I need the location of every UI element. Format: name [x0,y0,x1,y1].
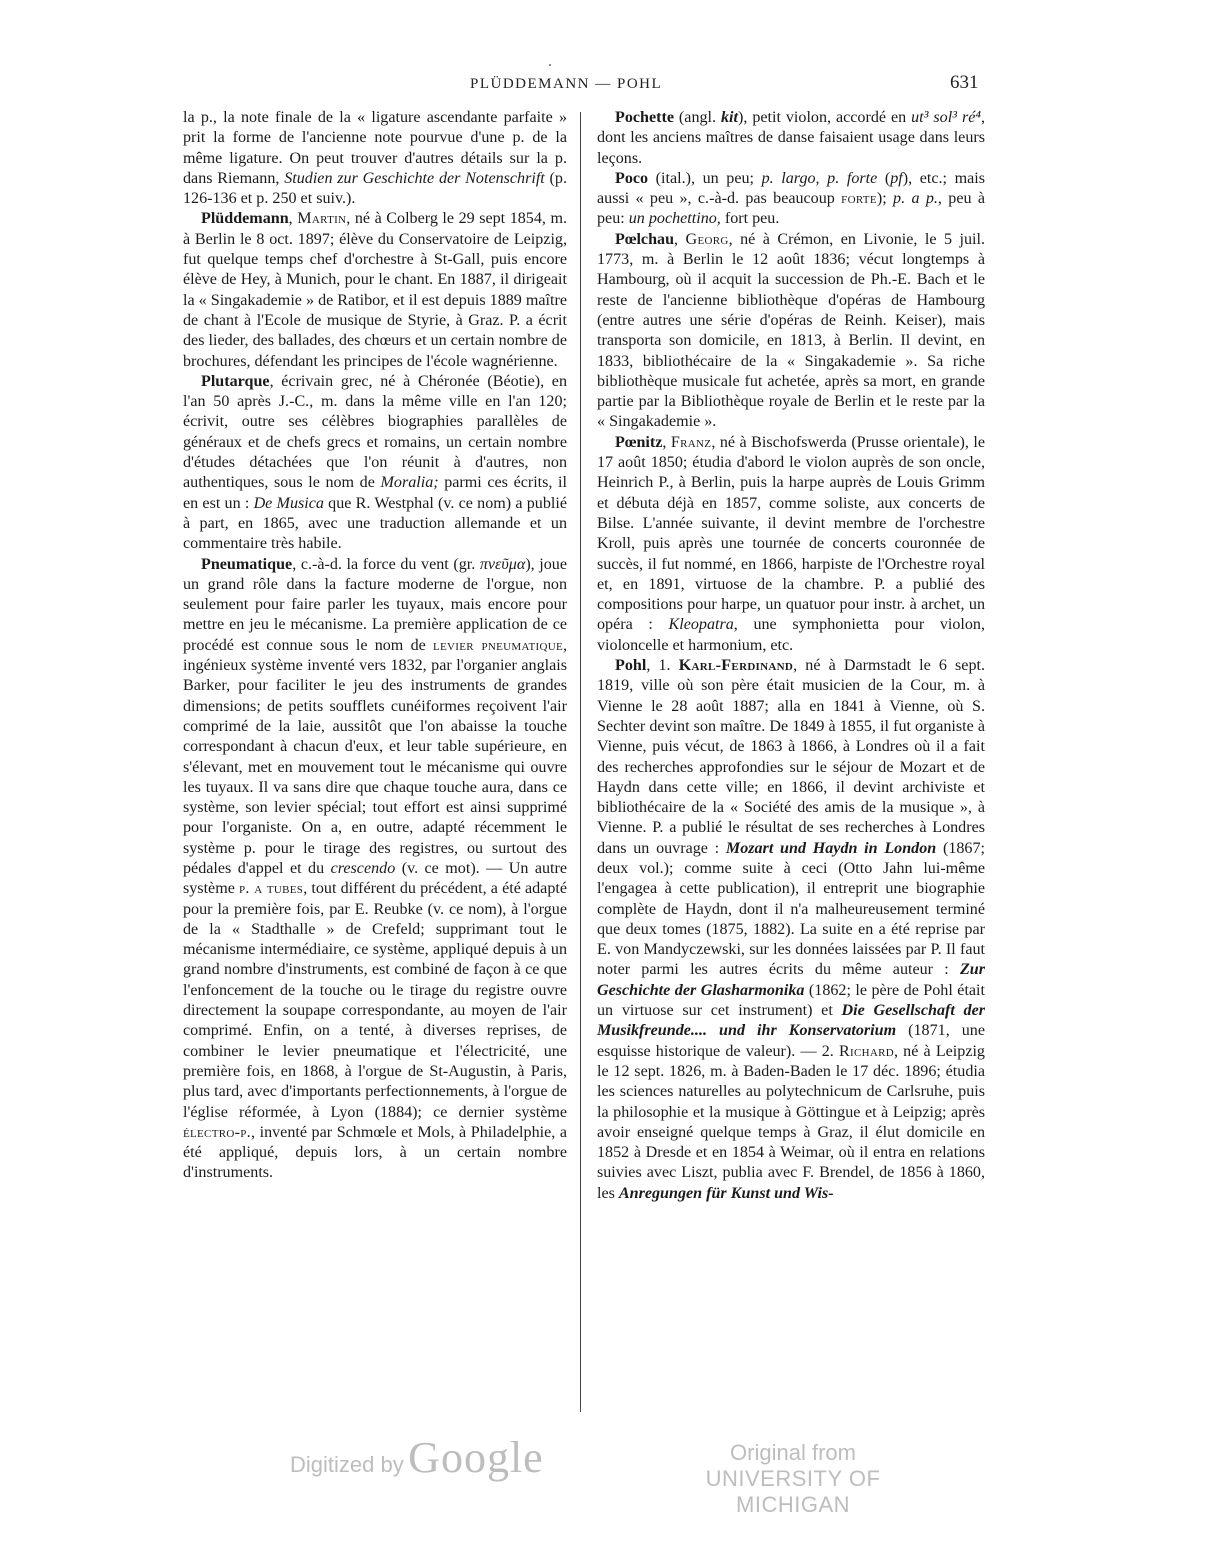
headword: Pneumatique [201,555,293,573]
entry-poenitz: Pœnitz, Franz, né à Bischofswerda (Prusse orientale), le 17 août 1850; étudia d'abord le violon auprès de son oncle, Heinrich P., à Berlin, puis la harpe auprès de Louis Grimm et débuta déjà en 1857, comme soliste, aux concerts de Bilse. L'année suivante, il devint membre de l'orchestre Kroll, puis après une tournée de concerts couronnée de succès, il fut nommé, en 1866, harpiste de l'Orchestre royal et, en 1891, virtuose de la chambre. P. a publié des compositions pour harpe, un quatuor pour instr. à archet, un opéra : Kleopatra, une symphonietta pour violon, violoncelle et harmonium, etc. [597,433,986,654]
entry-plutarque: Plutarque, écrivain grec, né à Chéronée (Béotie), en l'an 50 après J.-C., m. dans la même ville en l'an 120; écrivit, outre ses célèbres biographies parallèles de généraux et de chefs grecs et romains, un certain nombre d'études détachées que l'on réunit à d'autres, non authentiques, sous le nom de Moralia; parmi ces écrits, il en est un : De Musica que R. Westphal (v. ce nom) a publié à part, en 1865, avec une traduction allemande et un commentaire très habile. [183,372,567,553]
entry-pohl: Pohl, 1. Karl-Ferdinand, né à Darmstadt le 6 sept. 1819, ville où son père était musicien de la Cour, m. à Vienne le 28 août 1887; alla en 1841 à Vienne, où S. Sechter devint son maître. De 1849 à 1855, il fut organiste à Vienne, puis vécut, de 1863 à 1866, à Londres où il a fait des recherches approfondies sur le séjour de Mozart et de Haydn dans cette ville; en 1866, il devint archiviste et bibliothécaire de la « Société des amis de la musique », à Vienne. P. a publié le résultat de ses recherches à Londres dans un ouvrage : Mozart und Haydn in London (1867; deux vol.); comme suite à ceci (Otto Jahn lui-même l'engagea à cette publication), il entreprit une biographie complète de Haydn, dont il n'a malheureusement terminé que deux tomes (1875, 1882). La suite en a été reprise par E. von Mandyczewski, sur les données laissées par P. Il faut noter parmi les autres écrits du même auteur : Zur Geschichte der Glasharmonika (1862; le père de Pohl était un virtuose sur cet instrument) et Die Gesellschaft der Musikfreunde.... und ihr Konservatorium (1871, une esquisse historique de valeur). — 2. Richard, né à Leipzig le 12 sept. 1826, m. à Baden-Baden le 17 déc. 1896; étudia les sciences naturelles au polytechnicum de Carlsruhe, puis la philosophie et la musique à Göttingue et à Leipzig; après avoir enseigné quelque temps à Graz, il élut domicile en 1852 à Dresde et en 1854 à Weimar, où il entra en relations suivies avec Liszt, publia avec F. Brendel, de 1856 à 1860, les Anregungen für Kunst und Wis- [597,657,985,1202]
headword: Poco [615,169,649,187]
university-watermark: Original from UNIVERSITY OF MICHIGAN [705,1440,881,1517]
right-column [597,108,985,1204]
google-logo: Google [408,1433,544,1482]
left-column [183,108,567,1184]
entry-pluddemann: Plüddemann, Martin, né à Colberg le 29 sept 1854, m. à Berlin le 8 oct. 1897; élève du Conservatoire de Leipzig, fut quelque temps chef d'orchestre à St-Gall, puis encore élève de Hey, à Munich, pour le chant. En 1887, il dirigeait la « Singakademie » de Ratibor, et il est depuis 1889 maître de chant à l'Ecole de musique de Styrie, à Graz. P. a écrit des lieder, des ballades, des chœurs et un certain nombre de brochures, défendant les principes de l'école wagnérienne. [183,210,567,370]
running-head: PLÜDDEMANN — POHL [470,76,663,92]
headword: Pohl [615,657,647,675]
headword: Plüddemann [201,210,289,228]
column-divider [580,112,581,1412]
entry-pochette: Pochette (angl. kit), petit violon, accordé en ut³ sol³ ré⁴, dont les anciens maîtres de danse faisaient usage dans leurs leçons. [597,109,985,167]
entry-continuation: la p., la note finale de la « ligature ascendante parfaite » prit la forme de l'ancienne note pourvue d'une p. de la même ligature. On peut trouver d'autres détails sur la p. dans Riemann, Studien zur Geschichte der Notenschrift (p. 126-136 et p. 250 et suiv.). [183,109,567,208]
headword: Pochette [615,109,674,126]
entry-poco: Poco (ital.), un peu; p. largo, p. forte (pf), etc.; mais aussi « peu », c.-à-d. pas beaucoup forte); p. a p., peu à peu: un pochettino, fort peu. [597,169,986,228]
entry-poelchau: Pœlchau, Georg, né à Crémon, en Livonie, le 5 juil. 1773, m. à Berlin le 12 août 1836; vécut longtemps à Hambourg, où il acquit la succession de Ph.-E. Bach et le reste de l'ancienne bibliothèque d'opéras de Hambourg (entre autres une série d'opéras de Reinh. Keiser), mais transporta son domicile, en 1813, à Berlin. Il devint, en 1833, bibliothécaire de la « Singakademie ». Sa riche bibliothèque musicale fut achetée, après sa mort, en grande partie par la Bibliothèque royale de Berlin et le reste par la « Singakademie ». [597,230,985,431]
page-number: 631 [950,72,979,93]
entry-pneumatique: Pneumatique, c.-à-d. la force du vent (gr. πνεῦμα), joue un grand rôle dans la facture moderne de l'orgue, non seulement pour faire parler les tuyaux, mais encore pour mettre en jeu le mécanisme. La première application de ce procédé est connue sous le nom de levier pneumatique, ingénieux système inventé vers 1832, par l'organier anglais Barker, pour faciliter le jeu des instruments de grandes dimensions; de petits soufflets cunéiformes reçoivent l'air comprimé de la laie, aussitôt que l'on abaisse la touche correspondant à chacun d'eux, et leur table supérieure, en s'élevant, met en mouvement tout le mécanisme qui ouvre les tuyaux. Il va sans dire que chaque touche aura, dans ce système, son levier spécial; tout effort est ainsi supprimé pour l'organiste. On a, en outre, adapté récemment le système p. pour le tirage des registres, ou surtout des pédales d'appel et du crescendo (v. ce mot). — Un autre système p. a tubes, tout différent du précédent, a été adapté pour la première fois, par E. Reubke (v. ce nom), à l'orgue de la « Stadthalle » de Crefeld; supprimant tout le mécanisme intermédiaire, ce système, appliqué depuis à un grand nombre d'instruments, est combiné de façon à ce que l'enfoncement de la touche ou le tirage du registre ouvre directement la soupape correspondante, au moyen de l'air comprimé. Enfin, on a tenté, à diverses reprises, de combiner le levier pneumatique et l'électricité, une première fois, en 1868, à l'orgue de St-Augustin, à Paris, plus tard, avec d'importants perfectionnements, à l'orgue de l'église réformée, à Lyon (1884); ce dernier système électro-p., inventé par Schmœle et Mols, à Philadelphie, a été appliqué, depuis lors, à un certain nombre d'instruments. [183,555,567,1182]
digitized-by-google-watermark: Digitized by Google [290,1433,544,1482]
scan-speck [549,64,551,66]
headword: Pœnitz [615,433,663,451]
headword: Pœlchau [615,230,675,248]
headword: Plutarque [201,372,270,390]
